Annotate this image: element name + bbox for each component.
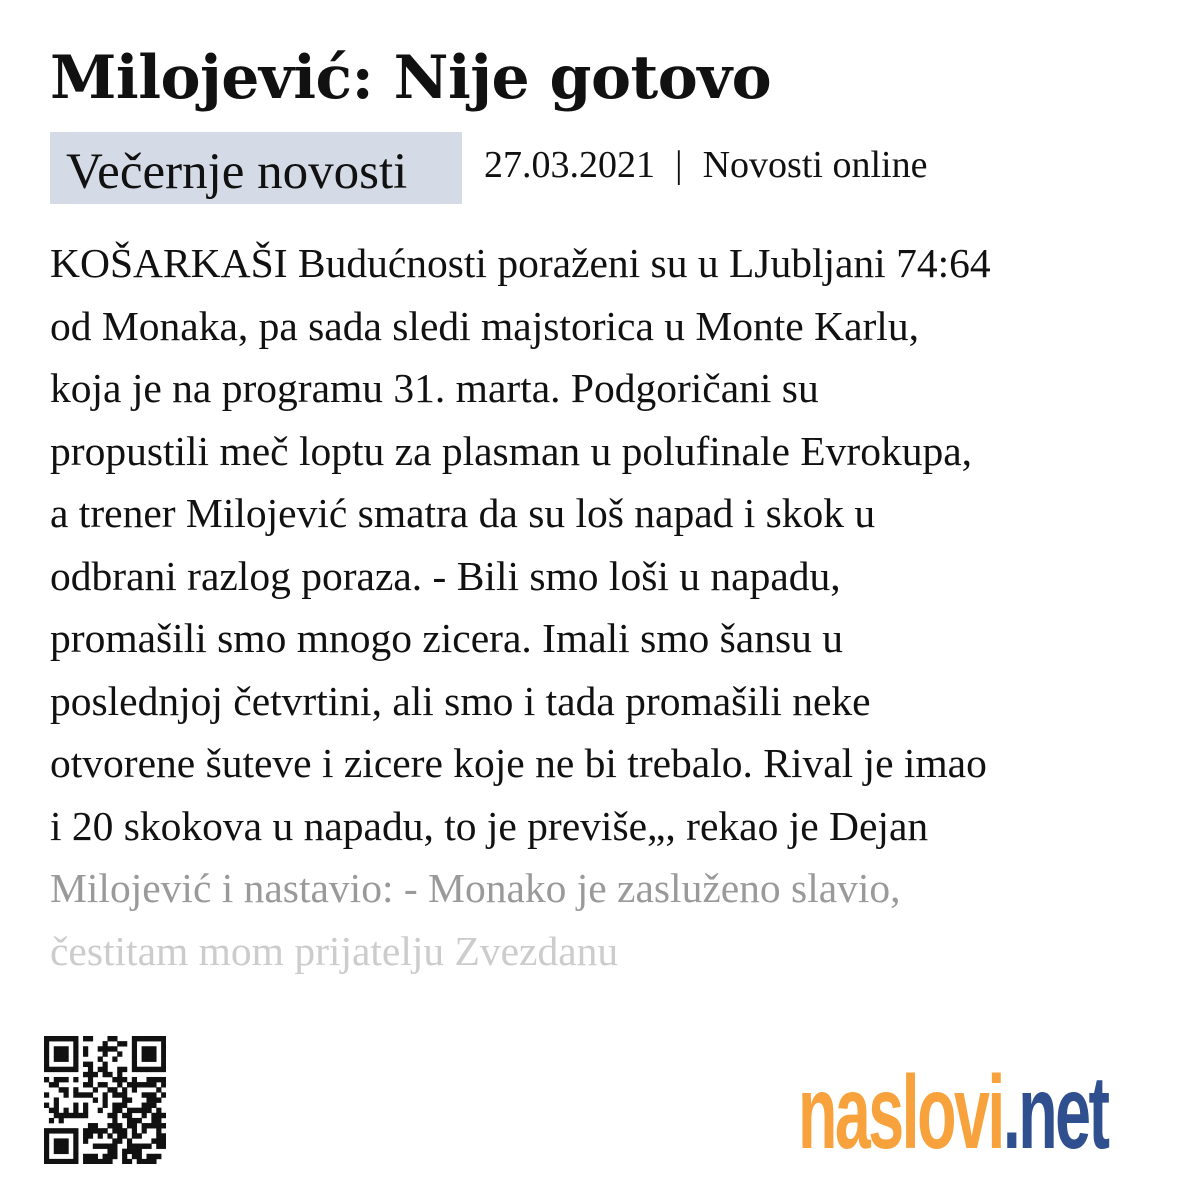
naslovi-logo[interactable] — [798, 1055, 1108, 1171]
article-line: otvorene šuteve i zicere koje ne bi trebalo. Rival je imao — [50, 740, 987, 786]
article-line: i 20 skokova u napadu, to je previše„, rekao je Dejan — [50, 802, 929, 849]
article-body — [50, 232, 1160, 982]
article-line: KOŠARKAŠI Budućnosti poraženi su u LJubljani 74:64 — [50, 240, 991, 286]
article-meta — [484, 140, 927, 190]
article-line: propustili meč loptu za plasman u polufinale Evrokupa, — [50, 427, 972, 474]
meta-separator: | — [675, 144, 683, 186]
article-line: poslednjoj četvrtini, ali smo i tada promašili neke — [50, 677, 871, 724]
article-line-faded: Milojević i nastavio: - Monako je zasluženo slavio, — [50, 865, 901, 911]
article-line: od Monaka, pa sada sledi majstorica u Monte Karlu, — [50, 302, 919, 349]
article-line-faded: čestitam mom prijatelju Zvezdanu — [50, 927, 619, 974]
source-badge: Večernje novosti — [50, 132, 462, 204]
logo-tld: .net — [1002, 1055, 1108, 1171]
article-line: odbrani razlog poraza. - Bili smo loši u napadu, — [50, 552, 841, 599]
article-line: koja je na programu 31. marta. Podgoričani su — [50, 365, 819, 411]
article-date: 27.03.2021 — [484, 144, 655, 186]
qr-code-icon[interactable] — [44, 1036, 166, 1164]
article-title: Milojević: Nije gotovo — [50, 43, 772, 113]
article-section: Novosti online — [702, 144, 928, 186]
logo-brand: naslovi — [798, 1055, 1003, 1171]
article-line: a trener Milojević smatra da su loš napad i skok u — [50, 490, 876, 536]
article-line: promašili smo mnogo zicera. Imali smo šansu u — [50, 615, 843, 661]
